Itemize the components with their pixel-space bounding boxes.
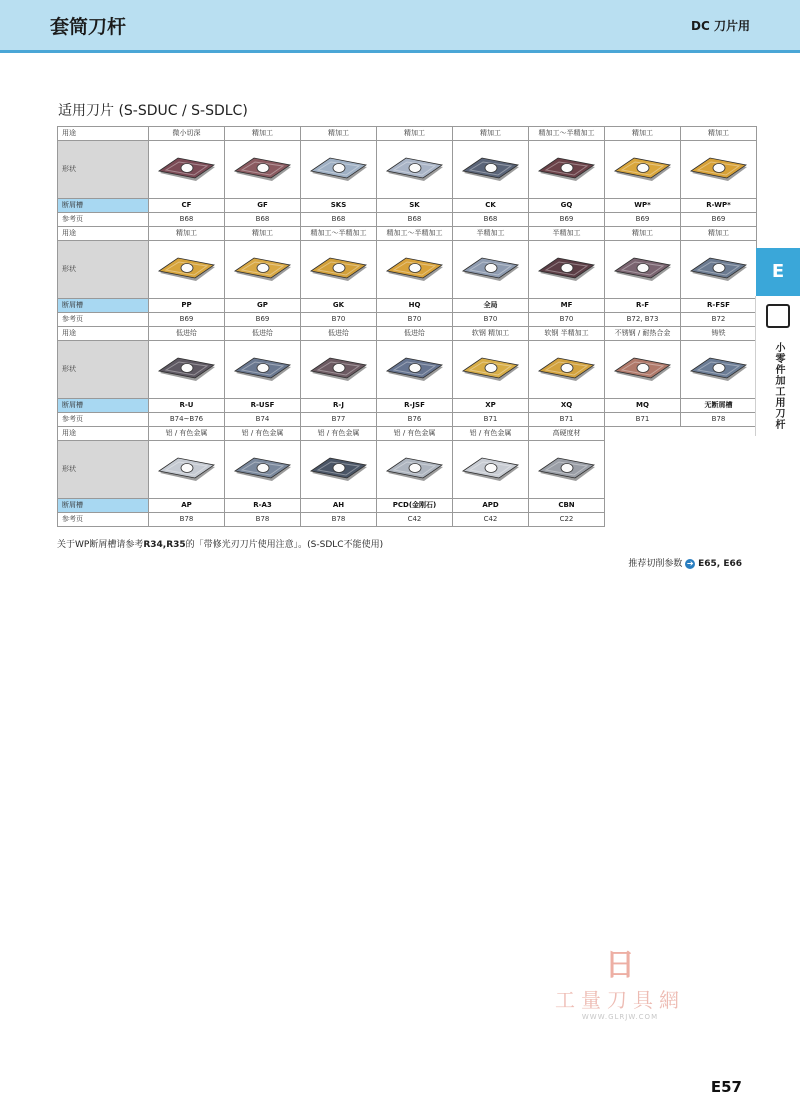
row-label-use: 用途 bbox=[58, 427, 149, 441]
reference-page-cell[interactable]: B69 bbox=[149, 313, 225, 327]
empty-cell bbox=[605, 513, 681, 527]
insert-image bbox=[461, 150, 521, 190]
chipbreaker-cell: APD bbox=[453, 499, 529, 513]
insert-image bbox=[613, 150, 673, 190]
chipbreaker-cell: PCD(金刚石) bbox=[377, 499, 453, 513]
reference-page-cell[interactable]: B69 bbox=[681, 213, 757, 227]
chipbreaker-cell: WP* bbox=[605, 199, 681, 213]
insert-shape-cell bbox=[377, 441, 453, 499]
row-label-chip: 断屑槽 bbox=[58, 199, 149, 213]
reference-page-cell[interactable]: B78 bbox=[301, 513, 377, 527]
application-cell: 精加工 bbox=[605, 127, 681, 141]
page-title: 套筒刀杆 bbox=[50, 16, 127, 38]
row-chip bbox=[58, 499, 757, 513]
reference-page-cell[interactable]: B72, B73 bbox=[605, 313, 681, 327]
row-ref bbox=[58, 513, 757, 527]
insert-image bbox=[461, 250, 521, 290]
chipbreaker-cell: GP bbox=[225, 299, 301, 313]
insert-image bbox=[689, 150, 749, 190]
row-label-shape: 形状 bbox=[58, 341, 149, 399]
row-chip bbox=[58, 199, 757, 213]
reference-page-cell[interactable]: B68 bbox=[377, 213, 453, 227]
insert-image bbox=[233, 150, 293, 190]
insert-shape-cell bbox=[681, 341, 757, 399]
chipbreaker-cell: HQ bbox=[377, 299, 453, 313]
chipbreaker-cell: R-U bbox=[149, 399, 225, 413]
insert-image bbox=[309, 250, 369, 290]
insert-image bbox=[309, 150, 369, 190]
chipbreaker-cell: MQ bbox=[605, 399, 681, 413]
chipbreaker-cell: R-WP* bbox=[681, 199, 757, 213]
reference-page-cell[interactable]: C22 bbox=[529, 513, 605, 527]
application-cell: 精加工～半精加工 bbox=[529, 127, 605, 141]
insert-image bbox=[157, 150, 217, 190]
note-suffix: 的「带修光刃刀片使用注意」。(S-SDLC不能使用) bbox=[185, 540, 384, 550]
insert-shape-cell bbox=[529, 341, 605, 399]
row-chip bbox=[58, 299, 757, 313]
chipbreaker-cell: R-J bbox=[301, 399, 377, 413]
insert-shape-cell bbox=[225, 341, 301, 399]
chipbreaker-cell: 全局 bbox=[453, 299, 529, 313]
insert-shape-cell bbox=[453, 141, 529, 199]
application-cell: 精加工 bbox=[149, 227, 225, 241]
recommend-label: 推荐切削参数 bbox=[628, 559, 683, 569]
chipbreaker-cell: R-A3 bbox=[225, 499, 301, 513]
reference-page-cell[interactable]: B74~B76 bbox=[149, 413, 225, 427]
application-cell: 精加工 bbox=[681, 127, 757, 141]
reference-page-cell[interactable]: B68 bbox=[301, 213, 377, 227]
row-label-ref: 参考页 bbox=[58, 213, 149, 227]
row-use bbox=[58, 327, 757, 341]
empty-cell bbox=[681, 441, 757, 499]
insert-image bbox=[537, 150, 597, 190]
reference-page-cell[interactable]: C42 bbox=[377, 513, 453, 527]
reference-page-cell[interactable]: B78 bbox=[681, 413, 757, 427]
insert-shape-cell bbox=[453, 241, 529, 299]
insert-image bbox=[309, 350, 369, 390]
row-shape bbox=[58, 241, 757, 299]
chipbreaker-cell: XQ bbox=[529, 399, 605, 413]
chipbreaker-cell: SKS bbox=[301, 199, 377, 213]
reference-page-cell[interactable]: B68 bbox=[453, 213, 529, 227]
application-cell: 铝 / 有色金属 bbox=[225, 427, 301, 441]
application-cell: 微小切深 bbox=[149, 127, 225, 141]
application-cell: 铝 / 有色金属 bbox=[301, 427, 377, 441]
insert-image bbox=[461, 350, 521, 390]
row-ref bbox=[58, 413, 757, 427]
row-chip bbox=[58, 399, 757, 413]
row-shape bbox=[58, 441, 757, 499]
insert-shape-cell bbox=[301, 441, 377, 499]
application-cell: 精加工 bbox=[605, 227, 681, 241]
row-label-chip: 断屑槽 bbox=[58, 499, 149, 513]
insert-shape-cell bbox=[377, 141, 453, 199]
row-label-ref: 参考页 bbox=[58, 413, 149, 427]
insert-shape-cell bbox=[225, 441, 301, 499]
reference-page-cell[interactable]: B70 bbox=[453, 313, 529, 327]
watermark-url: WWW.GLRJW.COM bbox=[581, 1013, 659, 1021]
application-cell: 半精加工 bbox=[529, 227, 605, 241]
row-label-use: 用途 bbox=[58, 227, 149, 241]
insert-image bbox=[309, 450, 369, 490]
insert-image bbox=[385, 250, 445, 290]
chipbreaker-cell: GK bbox=[301, 299, 377, 313]
chapter-side-text: 小零件加工用刀杆 bbox=[773, 342, 784, 430]
insert-shape-cell bbox=[225, 141, 301, 199]
row-label-chip: 断屑槽 bbox=[58, 399, 149, 413]
row-use bbox=[58, 127, 757, 141]
reference-page-cell[interactable]: B74 bbox=[225, 413, 301, 427]
chipbreaker-cell: XP bbox=[453, 399, 529, 413]
insert-image bbox=[233, 250, 293, 290]
empty-cell bbox=[605, 499, 681, 513]
application-cell: 软钢 精加工 bbox=[453, 327, 529, 341]
insert-shape-cell bbox=[529, 141, 605, 199]
row-label-ref: 参考页 bbox=[58, 513, 149, 527]
insert-shape-cell bbox=[377, 341, 453, 399]
insert-image bbox=[385, 350, 445, 390]
row-label-ref: 参考页 bbox=[58, 313, 149, 327]
insert-image bbox=[385, 450, 445, 490]
insert-image bbox=[613, 250, 673, 290]
insert-image bbox=[613, 350, 673, 390]
insert-table bbox=[57, 126, 757, 527]
insert-shape-cell bbox=[225, 241, 301, 299]
row-label-shape: 形状 bbox=[58, 241, 149, 299]
toolholder-icon bbox=[766, 304, 790, 328]
application-cell: 低进给 bbox=[377, 327, 453, 341]
chipbreaker-cell: CF bbox=[149, 199, 225, 213]
row-use bbox=[58, 227, 757, 241]
page-subtitle: DC 刀片用 bbox=[691, 19, 750, 33]
reference-page-cell[interactable]: B68 bbox=[149, 213, 225, 227]
chipbreaker-cell: GQ bbox=[529, 199, 605, 213]
insert-shape-cell bbox=[453, 441, 529, 499]
reference-page-cell[interactable]: B77 bbox=[301, 413, 377, 427]
insert-shape-cell bbox=[605, 341, 681, 399]
chipbreaker-cell: CBN bbox=[529, 499, 605, 513]
insert-shape-cell bbox=[301, 341, 377, 399]
insert-shape-cell bbox=[301, 141, 377, 199]
application-cell: 精加工～半精加工 bbox=[301, 227, 377, 241]
application-cell: 软钢 半精加工 bbox=[529, 327, 605, 341]
application-cell: 低进给 bbox=[149, 327, 225, 341]
reference-page-cell[interactable]: B70 bbox=[301, 313, 377, 327]
insert-shape-cell bbox=[605, 141, 681, 199]
insert-shape-cell bbox=[149, 441, 225, 499]
arrow-right-icon: ➔ bbox=[686, 558, 694, 568]
section-title: 适用刀片 (S-SDUC / S-SDLC) bbox=[58, 103, 248, 119]
row-label-shape: 形状 bbox=[58, 141, 149, 199]
reference-page-cell[interactable]: B69 bbox=[225, 313, 301, 327]
application-cell: 精加工～半精加工 bbox=[377, 227, 453, 241]
insert-image bbox=[537, 450, 597, 490]
reference-page-cell[interactable]: B76 bbox=[377, 413, 453, 427]
insert-shape-cell bbox=[681, 241, 757, 299]
row-label-chip: 断屑槽 bbox=[58, 299, 149, 313]
reference-page-cell[interactable]: B70 bbox=[529, 313, 605, 327]
chipbreaker-cell: AH bbox=[301, 499, 377, 513]
chipbreaker-cell: 无断屑槽 bbox=[681, 399, 757, 413]
empty-cell bbox=[681, 427, 757, 441]
insert-shape-cell bbox=[529, 441, 605, 499]
reference-page-cell[interactable]: B71 bbox=[453, 413, 529, 427]
chipbreaker-cell: R-F bbox=[605, 299, 681, 313]
insert-shape-cell bbox=[605, 241, 681, 299]
application-cell: 精加工 bbox=[301, 127, 377, 141]
chipbreaker-cell: CK bbox=[453, 199, 529, 213]
application-cell: 铝 / 有色金属 bbox=[453, 427, 529, 441]
insert-shape-cell bbox=[149, 341, 225, 399]
insert-image bbox=[385, 150, 445, 190]
insert-shape-cell bbox=[149, 241, 225, 299]
recommend-pages[interactable]: E65, E66 bbox=[698, 559, 742, 569]
chipbreaker-cell: R-FSF bbox=[681, 299, 757, 313]
insert-image bbox=[689, 250, 749, 290]
reference-page-cell[interactable]: B68 bbox=[225, 213, 301, 227]
row-label-use: 用途 bbox=[58, 327, 149, 341]
note-prefix: 关于WP断屑槽请参考 bbox=[57, 540, 144, 550]
chipbreaker-cell: R-JSF bbox=[377, 399, 453, 413]
row-shape bbox=[58, 341, 757, 399]
insert-image bbox=[537, 250, 597, 290]
page-number: E57 bbox=[710, 1078, 742, 1096]
insert-shape-cell bbox=[377, 241, 453, 299]
reference-page-cell[interactable]: B78 bbox=[225, 513, 301, 527]
insert-image bbox=[233, 350, 293, 390]
application-cell: 精加工 bbox=[225, 127, 301, 141]
page-header bbox=[0, 0, 800, 53]
application-cell: 低进给 bbox=[225, 327, 301, 341]
row-label-shape: 形状 bbox=[58, 441, 149, 499]
insert-image bbox=[157, 450, 217, 490]
application-cell: 低进给 bbox=[301, 327, 377, 341]
application-cell: 铝 / 有色金属 bbox=[377, 427, 453, 441]
insert-image bbox=[157, 350, 217, 390]
application-cell: 铝 / 有色金属 bbox=[149, 427, 225, 441]
reference-page-cell[interactable]: C42 bbox=[453, 513, 529, 527]
reference-page-cell[interactable]: B69 bbox=[529, 213, 605, 227]
chipbreaker-cell: GF bbox=[225, 199, 301, 213]
empty-cell bbox=[605, 427, 681, 441]
reference-page-cell[interactable]: B71 bbox=[529, 413, 605, 427]
watermark-name: 工量刀具網 bbox=[555, 988, 685, 1012]
reference-page-cell[interactable]: B69 bbox=[605, 213, 681, 227]
chapter-side-label bbox=[755, 296, 800, 436]
application-cell: 精加工 bbox=[225, 227, 301, 241]
chipbreaker-cell: PP bbox=[149, 299, 225, 313]
empty-cell bbox=[681, 499, 757, 513]
empty-cell bbox=[681, 513, 757, 527]
row-use bbox=[58, 427, 757, 441]
application-cell: 精加工 bbox=[681, 227, 757, 241]
chipbreaker-cell: MF bbox=[529, 299, 605, 313]
row-shape bbox=[58, 141, 757, 199]
application-cell: 铸铁 bbox=[681, 327, 757, 341]
insert-shape-cell bbox=[681, 141, 757, 199]
insert-image bbox=[689, 350, 749, 390]
wp-note bbox=[57, 537, 383, 550]
insert-shape-cell bbox=[149, 141, 225, 199]
reference-page-cell[interactable]: B71 bbox=[605, 413, 681, 427]
application-cell: 精加工 bbox=[453, 127, 529, 141]
application-cell: 高硬度材 bbox=[529, 427, 605, 441]
row-ref bbox=[58, 313, 757, 327]
insert-image bbox=[537, 350, 597, 390]
chipbreaker-cell: SK bbox=[377, 199, 453, 213]
application-cell: 不锈钢 / 耐热合金 bbox=[605, 327, 681, 341]
chapter-tab-e[interactable]: E bbox=[756, 248, 800, 296]
reference-page-cell[interactable]: B72 bbox=[681, 313, 757, 327]
note-refs: R34,R35 bbox=[143, 540, 186, 550]
empty-cell bbox=[605, 441, 681, 499]
reference-page-cell[interactable]: B70 bbox=[377, 313, 453, 327]
reference-page-cell[interactable]: B78 bbox=[149, 513, 225, 527]
row-label-use: 用途 bbox=[58, 127, 149, 141]
insert-image bbox=[157, 250, 217, 290]
row-ref bbox=[58, 213, 757, 227]
insert-image bbox=[233, 450, 293, 490]
watermark-logo: 日 bbox=[605, 948, 635, 983]
watermark bbox=[540, 940, 700, 1021]
recommend-reference bbox=[628, 556, 742, 569]
insert-shape-cell bbox=[301, 241, 377, 299]
insert-shape-cell bbox=[529, 241, 605, 299]
chipbreaker-cell: R-USF bbox=[225, 399, 301, 413]
application-cell: 精加工 bbox=[377, 127, 453, 141]
insert-image bbox=[461, 450, 521, 490]
insert-shape-cell bbox=[453, 341, 529, 399]
chipbreaker-cell: AP bbox=[149, 499, 225, 513]
application-cell: 半精加工 bbox=[453, 227, 529, 241]
